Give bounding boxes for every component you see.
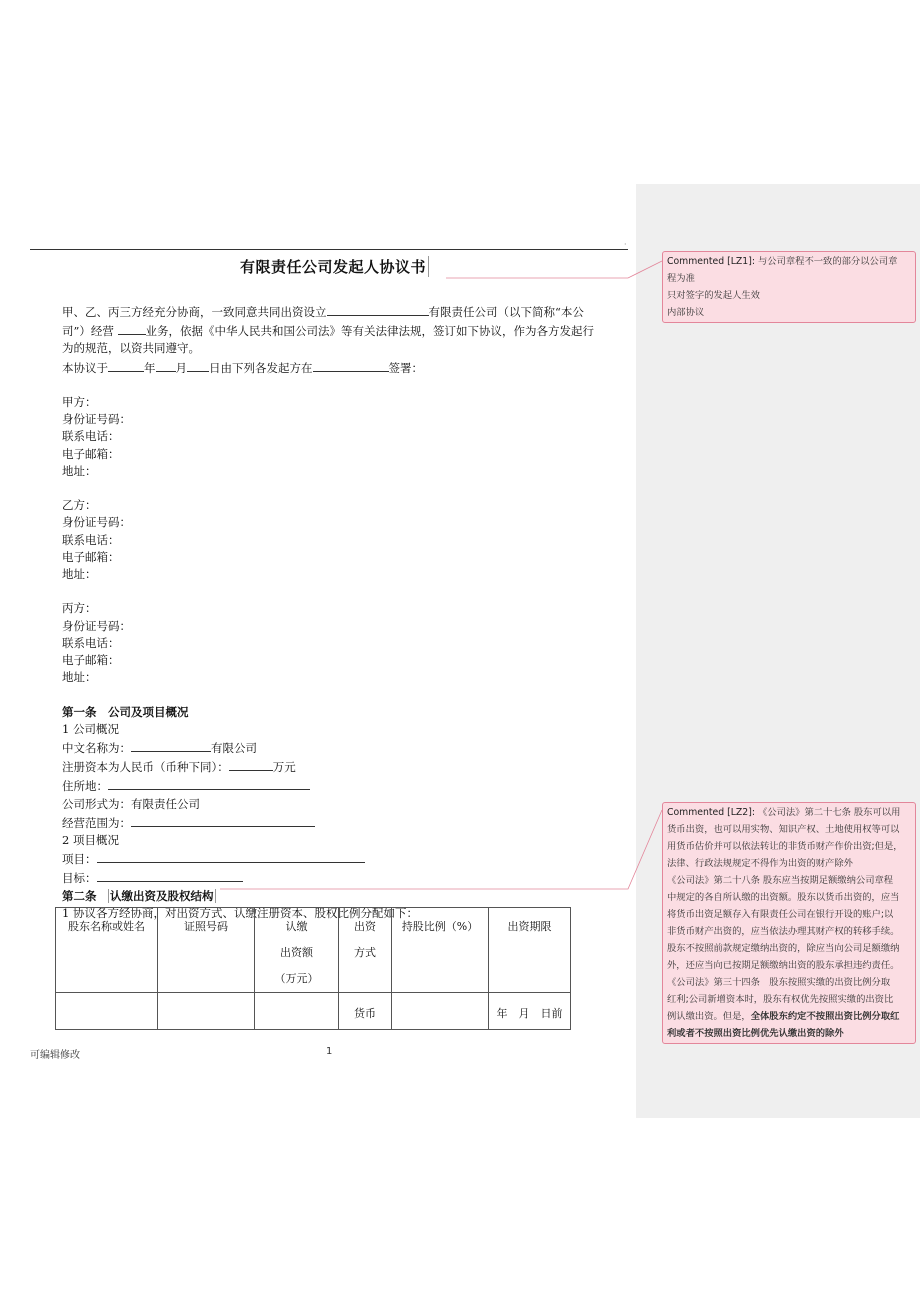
party-b-name: 乙方： bbox=[62, 498, 97, 513]
section-1-sub1: 1 公司概况 bbox=[62, 721, 119, 736]
party-a-phone: 联系电话： bbox=[62, 429, 120, 444]
company-form-line: 公司形式为：有限责任公司 bbox=[62, 796, 200, 811]
intro-line-1: 甲、乙、丙三方经充分协商，一致同意共同出资设立 有限责任公司（以下简称“本公 bbox=[62, 302, 634, 321]
comment-author: Commented [LZ1]: bbox=[667, 256, 755, 267]
cell-share-ratio bbox=[392, 993, 489, 1030]
party-a-email: 电子邮箱： bbox=[62, 446, 120, 461]
comment-lz1[interactable]: Commented [LZ1]: 与公司章程不一致的部分以公司章 程为准 只对签字的发起人生效 内部协议 bbox=[662, 251, 916, 323]
party-c-name: 丙方： bbox=[62, 601, 97, 616]
cell-license-no bbox=[158, 993, 255, 1030]
party-a-name: 甲方： bbox=[62, 395, 97, 409]
address-line: 住所地： bbox=[62, 776, 634, 795]
party-b-address: 地址： bbox=[62, 567, 97, 582]
section-1-sub2: 2 项目概况 bbox=[62, 833, 119, 848]
section-2-line1: 1 协议各方经协商，对出资方式、认缴注册资本、股权比例分配如下： bbox=[62, 905, 418, 920]
intro-line-3: 为的规范，以资共同遵守。 bbox=[62, 341, 200, 356]
cell-contribution-method: 货币 bbox=[339, 993, 392, 1030]
business-scope-line: 经营范围为： bbox=[62, 813, 634, 832]
comment-lz2[interactable]: Commented [LZ2]: 《公司法》第二十七条 股东可以用 货币出资，也可以用实物、知识产权、土地使用权等可以 用货币估价并可以依法转让的非货币财产作价出资;但是， 法律、行政法规规定不得作为出资的财产除外 《公司法》第二十八条 股东应当按期足额缴纳公司章程 中规定的各自所认缴的出资额。股东以货币出资的，应当 将货币出资足额存入有限责任公司在银行开设的账户;以 非货币财产出资的，应当依法办理其财产权的转移手续。 股东不按照前款规定缴纳出资的，除应当向公司足额缴纳 外，还应当向已按期足额缴纳出资的股东承担违约责任。 《公司法》第三十四条 股东按照实缴的出资比例分取 红利;公司新增资本时，股东有权优先按照实缴的出资比 例认缴出资。但是，全体股东约定不按照出资比例分取红 利或者不按照出资比例优先认缴出资的除外 bbox=[662, 802, 916, 1044]
th-license-no: 证照号码 bbox=[158, 908, 255, 993]
party-b-email: 电子邮箱： bbox=[62, 549, 120, 564]
section-1-heading: 第一条 公司及项目概况 bbox=[62, 704, 189, 719]
cell-deadline: 年 月 日前 bbox=[489, 993, 571, 1030]
party-c-id: 身份证号码： bbox=[62, 618, 131, 633]
intro-line-2: 司”）经营 业务，依据《中华人民共和国公司法》等有关法律法规，签订如下协议，作为各方发起行 bbox=[62, 321, 634, 340]
th-shareholder: 股东名称或姓名 bbox=[56, 908, 158, 993]
th-contribution-method: 出资 方式 bbox=[339, 908, 392, 993]
cell-shareholder bbox=[56, 993, 158, 1030]
capital-line: 注册资本为人民币（币种下同）： 万元 bbox=[62, 757, 634, 776]
target-line: 目标： bbox=[62, 868, 634, 887]
th-deadline: 出资期限 bbox=[489, 908, 571, 993]
party-c-address: 地址： bbox=[62, 670, 97, 685]
party-b-phone: 联系电话： bbox=[62, 532, 120, 547]
project-line: 项目： bbox=[62, 849, 634, 868]
table-row bbox=[56, 993, 571, 1030]
header-rule bbox=[30, 249, 628, 250]
contribution-table[interactable] bbox=[55, 907, 571, 1030]
page-number: 1 bbox=[326, 1046, 333, 1057]
document-body[interactable] bbox=[62, 302, 634, 922]
th-share-ratio: 持股比例（%） bbox=[392, 908, 489, 993]
party-c-email: 电子邮箱： bbox=[62, 653, 120, 668]
document-title[interactable]: 有限责任公司发起人协议书 bbox=[240, 256, 429, 277]
footer-text: 可编辑修改 bbox=[30, 1050, 80, 1061]
company-name-line: 中文名称为： 有限公司 bbox=[62, 738, 634, 757]
party-b-id: 身份证号码： bbox=[62, 515, 131, 530]
section-2-heading: 第二条 认缴出资及股权结构 bbox=[62, 888, 214, 903]
party-a-id: 身份证号码： bbox=[62, 412, 131, 427]
th-subscribed-amount: 认缴 出资额 （万元） bbox=[255, 908, 339, 993]
sign-line: 本协议于 年 月 日由下列各发起方在 签署： bbox=[62, 358, 634, 377]
cell-subscribed-amount bbox=[255, 993, 339, 1030]
comment-author: Commented [LZ2]: bbox=[667, 807, 755, 818]
party-c-phone: 联系电话： bbox=[62, 635, 120, 650]
header-mark: · bbox=[624, 240, 627, 249]
table-header-row bbox=[56, 908, 571, 993]
party-a-address: 地址： bbox=[62, 463, 97, 478]
